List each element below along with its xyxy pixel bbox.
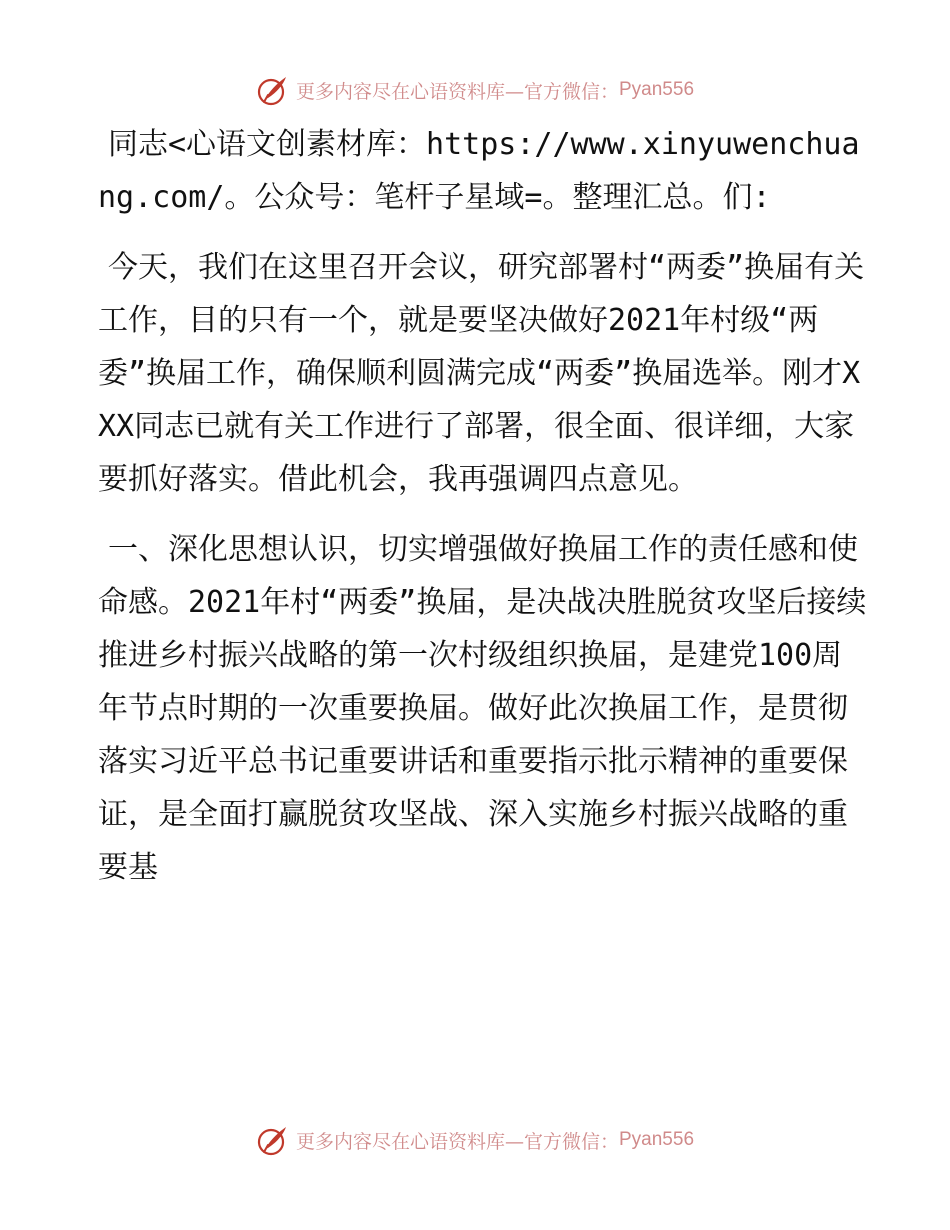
banner-text: 更多内容尽在心语资料库—官方微信： bbox=[295, 80, 619, 103]
quill-logo-icon bbox=[256, 73, 290, 107]
quill-logo-icon bbox=[256, 1123, 290, 1157]
banner-contact: Pyan556 bbox=[619, 79, 695, 100]
banner-contact: Pyan556 bbox=[619, 1129, 695, 1150]
header-banner bbox=[0, 70, 950, 110]
footer-banner bbox=[0, 1120, 950, 1160]
paragraph-intro: 同志<心语文创素材库：https://www.xinyuwenchuang.com/。公众号：笔杆子星域=。整理汇总。们: bbox=[98, 127, 860, 215]
paragraph-opening: 今天，我们在这里召开会议，研究部署村“两委”换届有关工作，目的只有一个，就是要坚决做好2021年村级“两委”换届工作，确保顺利圆满完成“两委”换届选举。刚才XXX同志已就有关工作进行了部署，很全面、很详细，大家要抓好落实。借此机会，我再强调四点意见。 bbox=[98, 250, 865, 497]
banner-text: 更多内容尽在心语资料库—官方微信： bbox=[295, 1130, 619, 1153]
document-body bbox=[98, 118, 868, 911]
paragraph-section-one: 一、深化思想认识，切实增强做好换届工作的责任感和使命感。2021年村“两委”换届，是决战决胜脱贫攻坚后接续推进乡村振兴战略的第一次村级组织换届，是建党100周年节点时期的一次重要换届。做好此次换届工作，是贯彻落实习近平总书记重要讲话和重要指示批示精神的重要保证，是全面打赢脱贫攻坚战、深入实施乡村振兴战略的重要基 bbox=[98, 532, 867, 885]
